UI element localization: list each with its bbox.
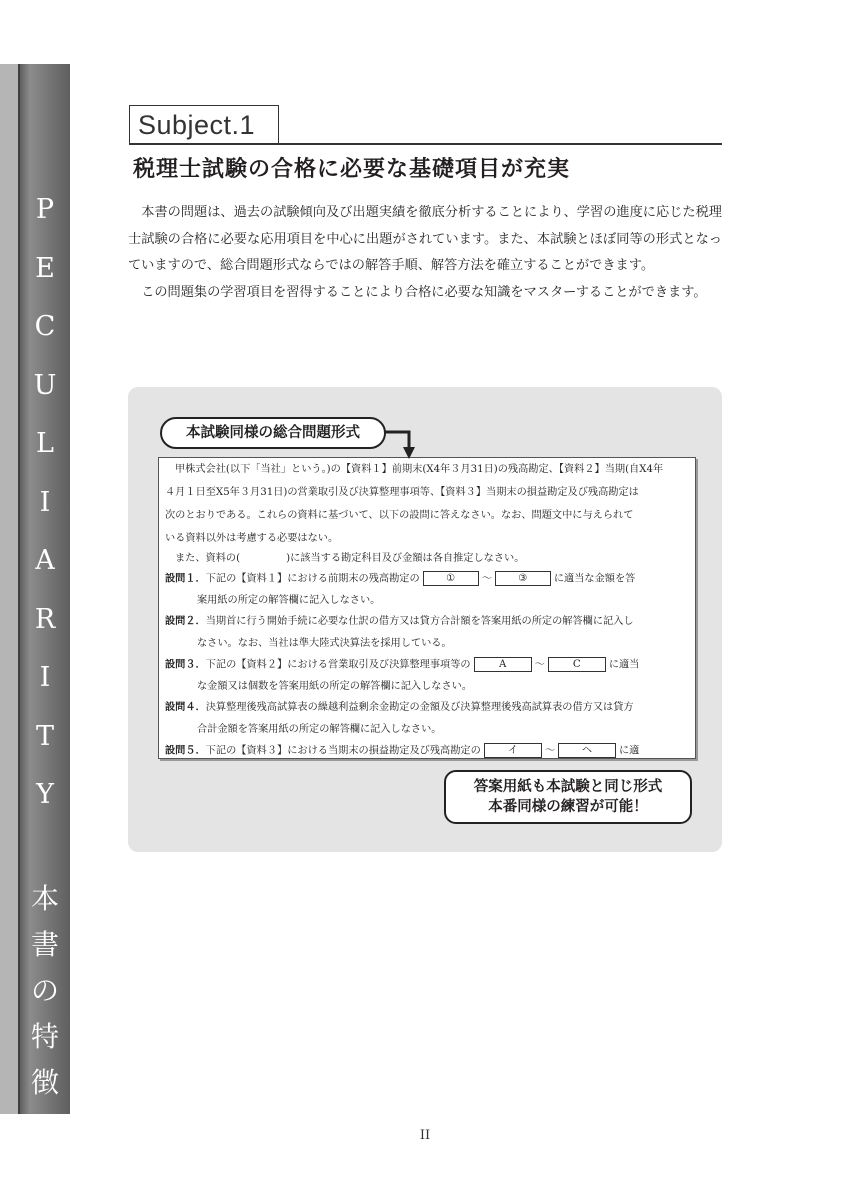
- exam-line: 次のとおりである。これらの資料に基づいて、以下の設問に答えなさい。なお、問題文中に与えられて: [165, 510, 634, 521]
- answer-box: A: [474, 657, 532, 672]
- side-band: [0, 64, 70, 1114]
- exam-question-4: [165, 700, 634, 716]
- answer-box: C: [548, 657, 606, 672]
- side-letter: L: [36, 428, 54, 459]
- exam-question-sample: [158, 457, 696, 759]
- intro-text: [128, 200, 722, 306]
- exam-text: に適当: [608, 659, 640, 671]
- side-kanji-char: 書: [30, 928, 59, 961]
- callout-line: 本番同様の練習が可能！: [488, 799, 648, 815]
- question-label: 設問５．: [165, 745, 206, 757]
- side-letter: A: [35, 545, 55, 576]
- side-kanji-char: 本: [30, 882, 59, 915]
- exam-question-3: [165, 657, 639, 674]
- exam-question-2: [165, 614, 634, 630]
- tilde: ～: [481, 573, 492, 585]
- side-letter: E: [35, 252, 55, 284]
- side-letter: P: [35, 194, 55, 225]
- answer-box: ①: [423, 571, 479, 586]
- exam-text: 下記の【資料３】における当期末の損益勘定及び残高勘定の: [205, 745, 481, 757]
- heading-rule: [129, 143, 722, 145]
- exam-line: [175, 551, 524, 567]
- answer-box: イ: [484, 743, 542, 758]
- side-kanji-features: [20, 876, 70, 1106]
- exam-question-5: [165, 743, 639, 760]
- subject-label: Subject.1: [138, 110, 256, 140]
- exam-question-1: [165, 571, 635, 588]
- arrow-down-icon: [385, 430, 417, 460]
- exam-line: 合計金額を答案用紙の所定の解答欄に記入しなさい。: [197, 724, 442, 735]
- callout-answer-sheet: [444, 770, 692, 824]
- exam-text: 下記の【資料１】における前期末の残高勘定の: [205, 573, 420, 585]
- intro-paragraph: この問題集の学習項目を習得することにより合格に必要な知識をマスターすることができます。: [141, 284, 707, 300]
- side-kanji-char: の: [30, 974, 59, 1007]
- side-letter: I: [39, 662, 51, 693]
- question-label: 設問３．: [165, 659, 206, 671]
- exam-text: 当期首に行う開始手続に必要な仕訳の借方又は貸方合計額を答案用紙の所定の解答欄に記入し: [205, 616, 634, 627]
- exam-text: また、資料の(: [175, 553, 241, 564]
- exam-line: ４月１日至X5年３月31日)の営業取引及び決算整理事項等、【資料３】当期末の損益勘定及び残高勘定は: [165, 487, 639, 498]
- exam-text: )に該当する勘定科目及び金額は各自推定しなさい。: [286, 553, 525, 564]
- side-letter: Y: [36, 779, 54, 810]
- answer-box: ③: [495, 571, 551, 586]
- page-title: 税理士試験の合格に必要な基礎項目が充実: [133, 157, 571, 182]
- exam-text: に適当な金額を答: [553, 573, 636, 585]
- question-label: 設問２．: [165, 616, 206, 627]
- answer-box: ヘ: [558, 743, 616, 758]
- side-letter: C: [34, 311, 56, 342]
- side-letter: I: [39, 486, 51, 518]
- exam-text: に適: [619, 745, 640, 757]
- subject-label-box: [129, 105, 279, 143]
- side-kanji-char: 特: [30, 1020, 59, 1053]
- callout-exam-format: 本試験同様の総合問題形式: [160, 417, 386, 449]
- exam-line: 甲株式会社(以下「当社」という。)の【資料１】前期末(X4年３月31日)の残高勘定、【資料２】当期(自X4年: [175, 464, 664, 475]
- callout-line: 答案用紙も本試験と同じ形式: [473, 779, 663, 795]
- page-number: II: [419, 1128, 431, 1143]
- side-letters-peculiarity: [20, 190, 70, 834]
- side-kanji-char: 徴: [30, 1066, 59, 1099]
- exam-line: なさい。なお、当社は準大陸式決算法を採用している。: [197, 638, 452, 649]
- intro-paragraph: 本書の問題は、過去の試験傾向及び出題実績を徹底分析することにより、学習の進度に応じた税理士試験の合格に必要な応用項目を中心に出題がされています。また、本試験とほぼ同等の形式となっていますので、総合問題形式ならではの解答手順、解答方法を確立することができます。: [128, 205, 722, 273]
- exam-line: な金額又は個数を答案用紙の所定の解答欄に記入しなさい。: [197, 681, 473, 692]
- exam-text: 下記の【資料２】における営業取引及び決算整理事項等の: [205, 659, 471, 671]
- side-letter: R: [34, 603, 56, 635]
- side-letter: T: [35, 720, 54, 752]
- exam-text: 決算整理後残高試算表の繰越利益剰余金勘定の金額及び決算整理後残高試算表の借方又は貸方: [205, 702, 634, 713]
- tilde: ～: [544, 745, 555, 757]
- question-label: 設問１．: [165, 573, 206, 585]
- tilde: ～: [534, 659, 545, 671]
- side-letter: U: [33, 369, 57, 401]
- exam-line: 案用紙の所定の解答欄に記入しなさい。: [197, 595, 381, 606]
- question-label: 設問４．: [165, 702, 206, 713]
- exam-line: いる資料以外は考慮する必要はない。: [165, 533, 339, 544]
